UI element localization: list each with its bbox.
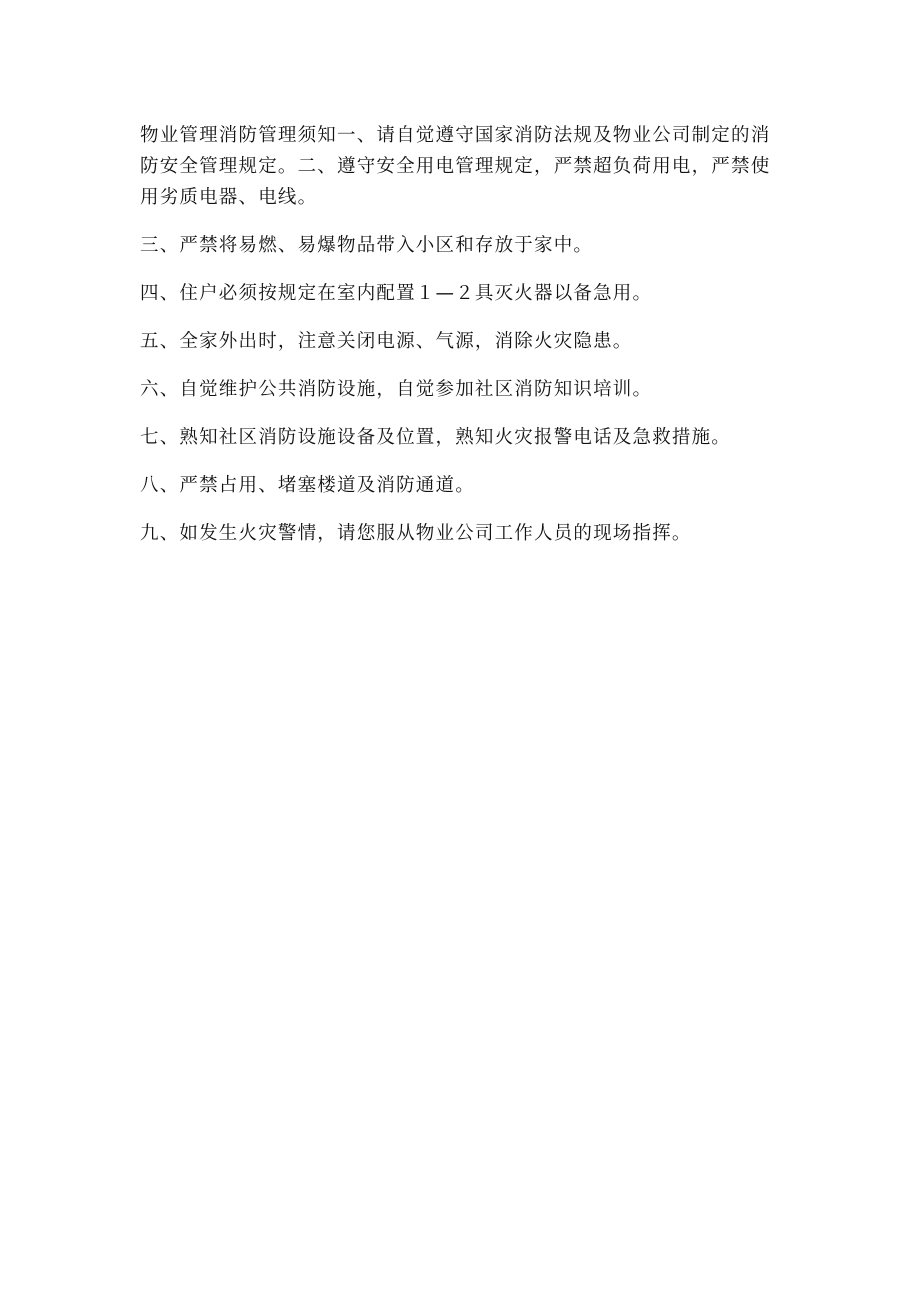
paragraph-rule-3: 三、严禁将易燃、易爆物品带入小区和存放于家中。 — [140, 235, 594, 256]
paragraph-intro-rules-1-2: 物业管理消防管理须知一、请自觉遵守国家消防法规及物业公司制定的消防安全管理规定。二、遵守安全用电管理规定，严禁超负荷用电，严禁使用劣质电器、电线。 — [140, 125, 771, 208]
document-body — [140, 120, 785, 566]
paragraph-rule-7: 七、熟知社区消防设施设备及位置，熟知火灾报警电话及急救措施。 — [140, 427, 732, 448]
paragraph-rule-9: 九、如发生火灾警情，请您服从物业公司工作人员的现场指挥。 — [140, 523, 692, 544]
paragraph-rule-4: 四、住户必须按规定在室内配置１—２具灭火器以备急用。 — [140, 283, 653, 304]
paragraph-rule-8: 八、严禁占用、堵塞楼道及消防通道。 — [140, 475, 475, 496]
paragraph-rule-6: 六、自觉维护公共消防设施，自觉参加社区消防知识培训。 — [140, 379, 653, 400]
paragraph-rule-5: 五、全家外出时，注意关闭电源、气源，消除火灾隐患。 — [140, 331, 633, 352]
